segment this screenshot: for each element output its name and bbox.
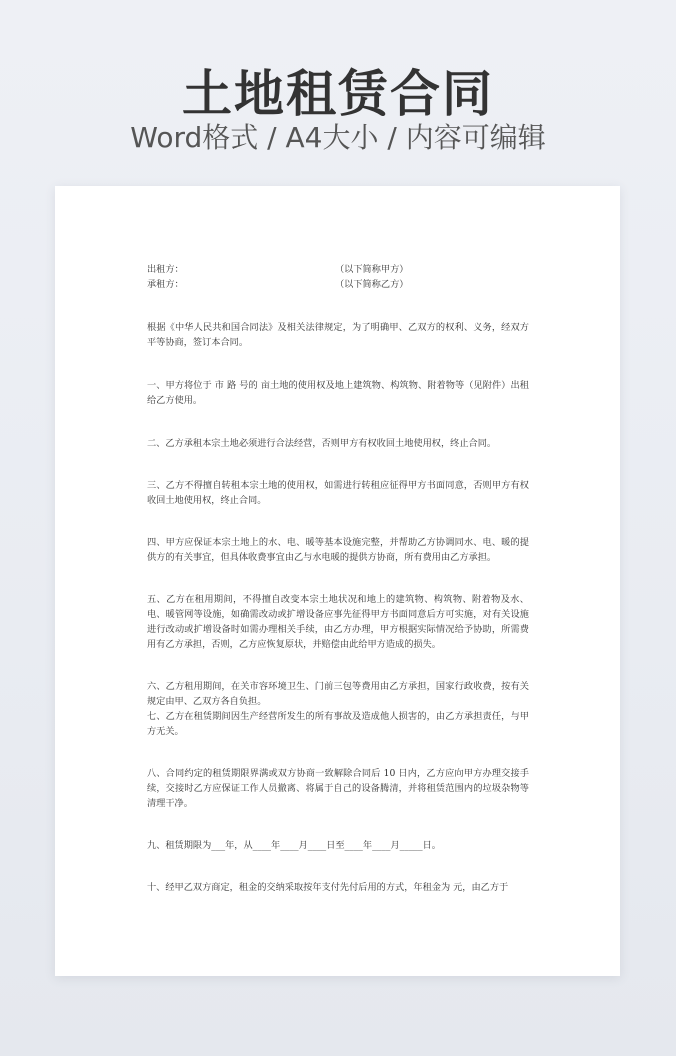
clause-9: 九、租赁期限为___年，从____年____月____日至____年____月_____日。 <box>147 840 441 851</box>
clause-4: 四、甲方应保证本宗土地上的水、电、暖等基本设施完整，并帮助乙方协调同水、电、暖的提供方的有关事宜，但具体收费事宜由乙与水电暖的提供方协商，所有费用由乙方承担。 <box>147 537 529 563</box>
lessee-note: （以下简称乙方） <box>335 279 409 290</box>
clause-7: 七、乙方在租赁期间因生产经营所发生的所有事故及造成他人损害的，由乙方承担责任，与甲方无关。 <box>147 711 529 737</box>
page-header <box>0 0 676 170</box>
lessor-row <box>147 262 529 277</box>
clause-5: 五、乙方在租用期间，不得擅自改变本宗土地状况和地上的建筑物、构筑物、附着物及水、电、暖管网等设施，如确需改动或扩增设备应事先征得甲方书面同意后方可实施，对有关设施进行改动或扩增设备时如需办理相关手续，由乙方办理，甲方根据实际情况给予协助，所需费用有乙方承担，否则，乙方应恢复原状，并赔偿由此给甲方造成的损失。 <box>147 594 529 650</box>
contract-body <box>147 262 529 895</box>
clause-6: 六、乙方租用期间，在关市容环境卫生、门前三包等费用由乙方承担，国家行政收费，按有关规定由甲、乙双方各自负担。 <box>147 681 529 707</box>
lessee-row <box>147 277 529 292</box>
clause-2: 二、乙方承租本宗土地必须进行合法经营，否则甲方有权收回土地使用权，终止合同。 <box>147 438 497 449</box>
lessee-label: 承租方： <box>147 279 184 290</box>
clause-1: 一、甲方将位于 市 路 号的 亩土地的使用权及地上建筑物、构筑物、附着物等（见附件）出租给乙方使用。 <box>147 380 529 406</box>
document-page <box>55 186 620 976</box>
clause-3: 三、乙方不得擅自转租本宗土地的使用权，如需进行转租应征得甲方书面同意，否则甲方有权收回土地使用权，终止合同。 <box>147 480 529 506</box>
lessor-label: 出租方： <box>147 264 184 275</box>
preamble-paragraph: 根据《中华人民共和国合同法》及相关法律规定，为了明确甲、乙双方的权利、义务，经双方平等协商，签订本合同。 <box>147 322 529 348</box>
clause-8: 八、合同约定的租赁期限界满或双方协商一致解除合同后 10 日内，乙方应向甲方办理交接手续，交接时乙方应保证工作人员撤离、将属于自己的设备腾清，并将租赁范围内的垃圾杂物等清理干净。 <box>147 768 529 809</box>
lessor-note: （以下简称甲方） <box>335 264 409 275</box>
clause-10: 十、经甲乙双方商定，租金的交纳采取按年支付先付后用的方式，年租金为 元，由乙方于 <box>147 882 509 893</box>
page-subtitle: Word格式 / A4大小 / 内容可编辑 <box>130 121 546 154</box>
page-title: 土地租赁合同 <box>182 65 494 123</box>
